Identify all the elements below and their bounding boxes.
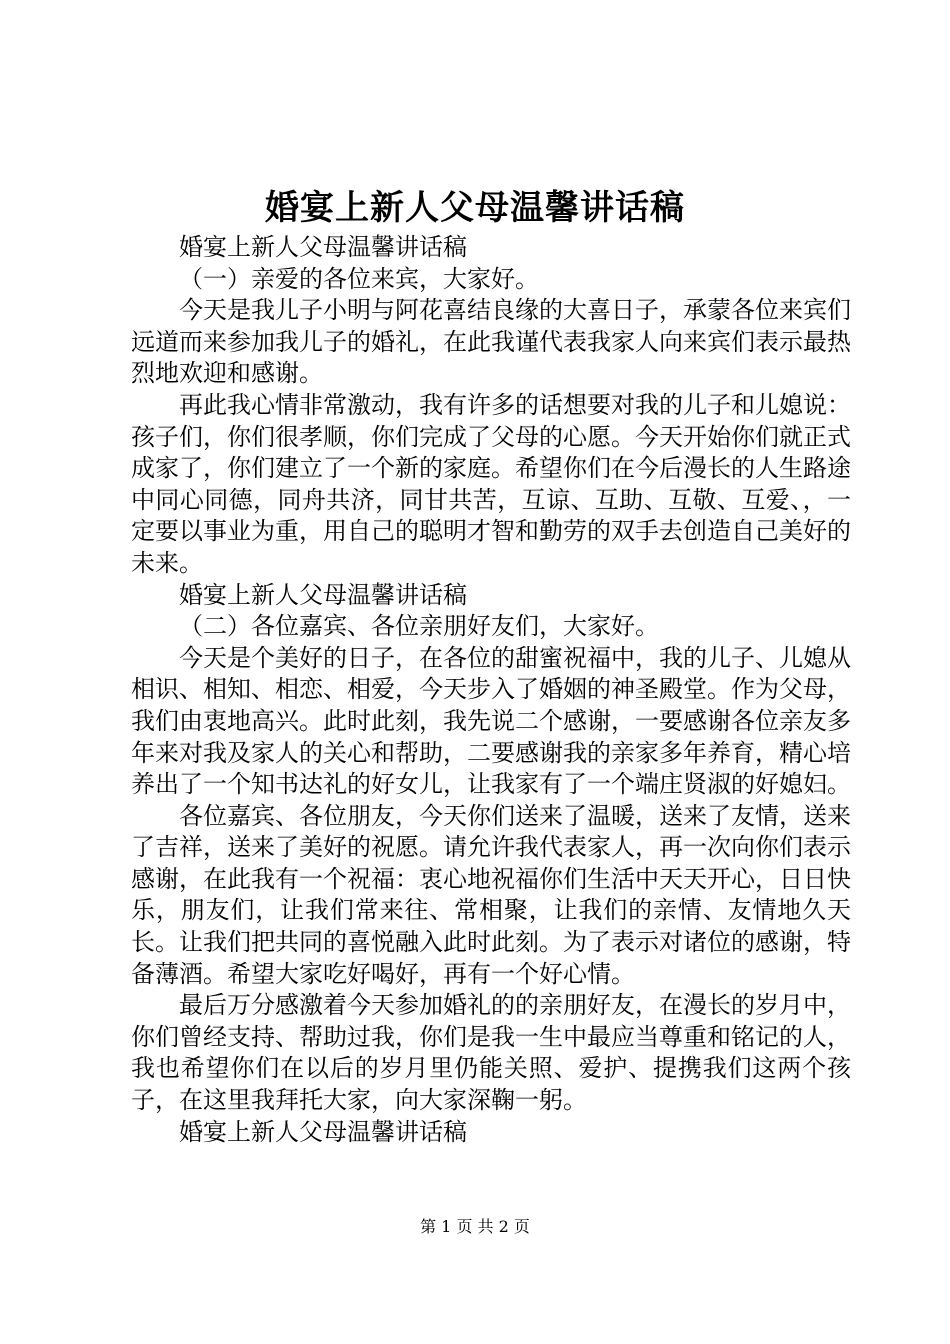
- paragraph-greeting-1: （一）亲爱的各位来宾，大家好。: [179, 264, 539, 293]
- paragraph-greeting-2: （二）各位嘉宾、各位亲朋好友们，大家好。: [179, 612, 659, 641]
- paragraph-heading-2: 婚宴上新人父母温馨讲话稿: [179, 580, 467, 609]
- page-footer: 第 1 页 共 2 页: [420, 1217, 530, 1236]
- paragraph: 今天是我儿子小明与阿花喜结良缘的大喜日子，承蒙各位来宾们远道而来参加我儿子的婚礼，在此我谨代表我家人向来宾们表示最热烈地欢迎和感谢。: [131, 296, 851, 388]
- paragraph: 今天是个美好的日子，在各位的甜蜜祝福中，我的儿子、儿媳从相识、相知、相恋、相爱，今天步入了婚姻的神圣殿堂。作为父母，我们由衷地高兴。此时此刻，我先说二个感谢，一要感谢各位亲友多年来对我及家人的关心和帮助，二要感谢我的亲家多年养育，精心培养出了一个知书达礼的好女儿，让我家有了一个端庄贤淑的好媳妇。: [131, 643, 851, 799]
- paragraph: 最后万分感激着今天参加婚礼的的亲朋好友，在漫长的岁月中，你们曾经支持、帮助过我，你们是我一生中最应当尊重和铭记的人，我也希望你们在以后的岁月里仍能关照、爱护、提携我们这两个孩子，在这里我拜托大家，向大家深鞠一躬。: [131, 991, 851, 1115]
- document-body: [131, 232, 851, 1148]
- document-title: 婚宴上新人父母温馨讲话稿: [265, 188, 685, 228]
- paragraph-heading-3: 婚宴上新人父母温馨讲话稿: [179, 1117, 467, 1146]
- paragraph: 各位嘉宾、各位朋友，今天你们送来了温暖，送来了友情，送来了吉祥，送来了美好的祝愿。请允许我代表家人，再一次向你们表示感谢，在此我有一个祝福：衷心地祝福你们生活中天天开心，日日快乐，朋友们，让我们常来往、常相聚，让我们的亲情、友情地久天长。让我们把共同的喜悦融入此时此刻。为了表示对诸位的感谢，特备薄酒。希望大家吃好喝好，再有一个好心情。: [131, 801, 851, 988]
- paragraph-heading-1: 婚宴上新人父母温馨讲话稿: [179, 233, 467, 261]
- paragraph: 再此我心情非常激动，我有许多的话想要对我的儿子和儿媳说：孩子们，你们很孝顺，你们完成了父母的心愿。今天开始你们就正式成家了，你们建立了一个新的家庭。希望你们在今后漫长的人生路途中同心同德，同舟共济，同甘共苦，互谅、互助、互敬、互爱、，一定要以事业为重，用自己的聪明才智和勤劳的双手去创造自己美好的未来。: [131, 390, 851, 577]
